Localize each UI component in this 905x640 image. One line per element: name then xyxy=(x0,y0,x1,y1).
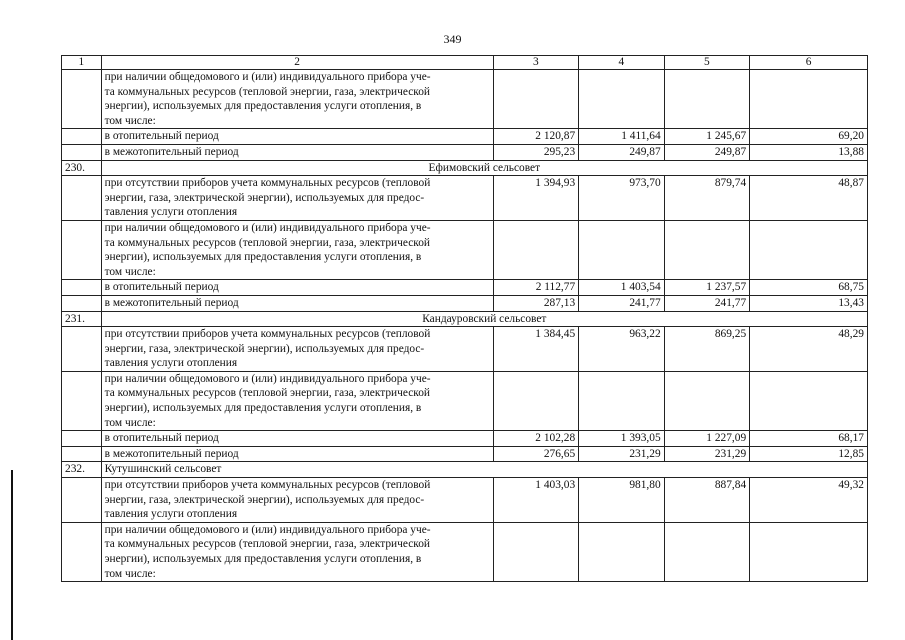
row-number-cell xyxy=(62,129,102,145)
section-title: Кутушинский сельсовет xyxy=(101,462,867,478)
page-number: 349 xyxy=(443,32,462,46)
row-description: в межотопительный период xyxy=(101,446,493,462)
row-description: при наличии общедомового и (или) индивидуального прибора уче- та коммунальных ресурсов (тепловой энергии, газа, электрической энергии), используемых для предоставления услуги отопления, в том числе: xyxy=(101,371,493,430)
table-body xyxy=(62,56,868,582)
value-cell xyxy=(493,522,579,581)
row-number-cell xyxy=(62,70,102,129)
value-cell xyxy=(750,522,868,581)
row-description: при отсутствии приборов учета коммунальных ресурсов (тепловой энергии, газа, электрической энергии), используемых для предос- тавления услуги отопления xyxy=(101,327,493,372)
value-cell: 1 393,05 xyxy=(579,431,665,447)
value-cell: 1 245,67 xyxy=(664,129,750,145)
value-cell: 276,65 xyxy=(493,446,579,462)
value-cell: 887,84 xyxy=(664,478,750,523)
tariff-table xyxy=(61,55,868,582)
table-row xyxy=(62,522,868,581)
value-cell: 963,22 xyxy=(579,327,665,372)
value-cell: 48,29 xyxy=(750,327,868,372)
column-header: 2 xyxy=(101,56,493,70)
value-cell: 295,23 xyxy=(493,144,579,160)
value-cell xyxy=(750,70,868,129)
value-cell xyxy=(493,371,579,430)
value-cell: 1 394,93 xyxy=(493,176,579,221)
value-cell: 1 227,09 xyxy=(664,431,750,447)
section-title: Кандауровский сельсовет xyxy=(101,311,867,327)
table-row xyxy=(62,144,868,160)
column-header: 4 xyxy=(579,56,665,70)
value-cell xyxy=(579,220,665,279)
section-number: 231. xyxy=(62,311,102,327)
value-cell: 869,25 xyxy=(664,327,750,372)
value-cell xyxy=(664,522,750,581)
value-cell: 2 102,28 xyxy=(493,431,579,447)
row-description: при отсутствии приборов учета коммунальных ресурсов (тепловой энергии, газа, электрической энергии), используемых для предос- тавления услуги отопления xyxy=(101,176,493,221)
value-cell: 1 403,03 xyxy=(493,478,579,523)
section-row xyxy=(62,160,868,176)
row-number-cell xyxy=(62,144,102,160)
value-cell: 13,88 xyxy=(750,144,868,160)
value-cell xyxy=(750,220,868,279)
column-number-row xyxy=(62,56,868,70)
row-number-cell xyxy=(62,280,102,296)
table-row xyxy=(62,327,868,372)
column-header: 6 xyxy=(750,56,868,70)
row-description: в отопительный период xyxy=(101,280,493,296)
value-cell: 231,29 xyxy=(579,446,665,462)
section-row xyxy=(62,311,868,327)
value-cell: 249,87 xyxy=(579,144,665,160)
value-cell xyxy=(579,522,665,581)
value-cell: 231,29 xyxy=(664,446,750,462)
row-description: в отопительный период xyxy=(101,129,493,145)
row-description: при наличии общедомового и (или) индивидуального прибора уче- та коммунальных ресурсов (тепловой энергии, газа, электрической энергии), используемых для предоставления услуги отопления, в том числе: xyxy=(101,220,493,279)
value-cell: 879,74 xyxy=(664,176,750,221)
row-description: при наличии общедомового и (или) индивидуального прибора уче- та коммунальных ресурсов (тепловой энергии, газа, электрической энергии), используемых для предоставления услуги отопления, в том числе: xyxy=(101,70,493,129)
value-cell: 241,77 xyxy=(579,295,665,311)
row-number-cell xyxy=(62,176,102,221)
value-cell xyxy=(664,371,750,430)
row-number-cell xyxy=(62,327,102,372)
value-cell: 12,85 xyxy=(750,446,868,462)
row-description: в межотопительный период xyxy=(101,144,493,160)
section-row xyxy=(62,462,868,478)
row-description: при отсутствии приборов учета коммунальных ресурсов (тепловой энергии, газа, электрической энергии), используемых для предос- тавления услуги отопления xyxy=(101,478,493,523)
table-row xyxy=(62,280,868,296)
value-cell xyxy=(493,220,579,279)
row-number-cell xyxy=(62,478,102,523)
column-header: 5 xyxy=(664,56,750,70)
table-row xyxy=(62,129,868,145)
table-row xyxy=(62,220,868,279)
binding-edge-line xyxy=(11,470,13,640)
value-cell: 69,20 xyxy=(750,129,868,145)
value-cell xyxy=(579,70,665,129)
row-number-cell xyxy=(62,371,102,430)
value-cell: 2 112,77 xyxy=(493,280,579,296)
value-cell: 68,75 xyxy=(750,280,868,296)
value-cell: 241,77 xyxy=(664,295,750,311)
value-cell: 1 237,57 xyxy=(664,280,750,296)
section-number: 230. xyxy=(62,160,102,176)
value-cell: 973,70 xyxy=(579,176,665,221)
value-cell xyxy=(664,70,750,129)
table-row xyxy=(62,70,868,129)
table-row xyxy=(62,446,868,462)
value-cell: 49,32 xyxy=(750,478,868,523)
value-cell: 13,43 xyxy=(750,295,868,311)
value-cell: 1 384,45 xyxy=(493,327,579,372)
value-cell: 1 411,64 xyxy=(579,129,665,145)
table-row xyxy=(62,431,868,447)
value-cell: 249,87 xyxy=(664,144,750,160)
value-cell: 981,80 xyxy=(579,478,665,523)
value-cell: 68,17 xyxy=(750,431,868,447)
table-row xyxy=(62,176,868,221)
row-number-cell xyxy=(62,220,102,279)
value-cell: 1 403,54 xyxy=(579,280,665,296)
value-cell xyxy=(750,371,868,430)
row-number-cell xyxy=(62,431,102,447)
table-row xyxy=(62,478,868,523)
table-row xyxy=(62,371,868,430)
row-number-cell xyxy=(62,295,102,311)
row-description: при наличии общедомового и (или) индивидуального прибора уче- та коммунальных ресурсов (тепловой энергии, газа, электрической энергии), используемых для предоставления услуги отопления, в том числе: xyxy=(101,522,493,581)
section-number: 232. xyxy=(62,462,102,478)
value-cell: 48,87 xyxy=(750,176,868,221)
value-cell xyxy=(493,70,579,129)
row-number-cell xyxy=(62,446,102,462)
column-header: 3 xyxy=(493,56,579,70)
row-description: в отопительный период xyxy=(101,431,493,447)
column-header: 1 xyxy=(62,56,102,70)
value-cell: 2 120,87 xyxy=(493,129,579,145)
value-cell xyxy=(579,371,665,430)
row-description: в межотопительный период xyxy=(101,295,493,311)
section-title: Ефимовский сельсовет xyxy=(101,160,867,176)
value-cell xyxy=(664,220,750,279)
row-number-cell xyxy=(62,522,102,581)
value-cell: 287,13 xyxy=(493,295,579,311)
table-row xyxy=(62,295,868,311)
